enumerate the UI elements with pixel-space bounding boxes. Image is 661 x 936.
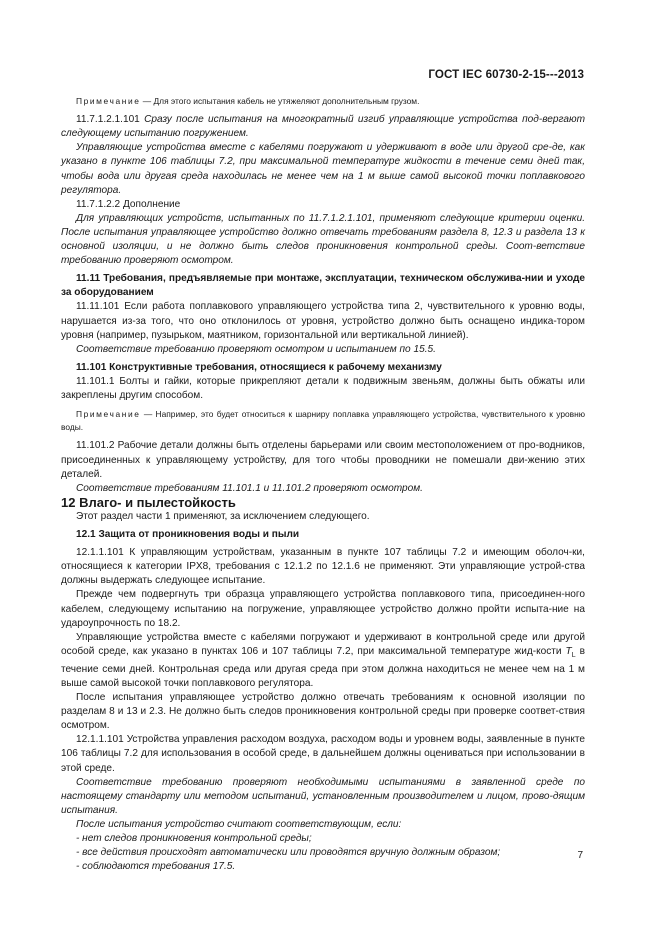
temperature-symbol: T — [565, 645, 572, 657]
paragraph-impact-test: Прежде чем подвергнуть три образца управляющего устройства поплавкового типа, присоединен-ного кабелем, следующему испытанию на погружение, управляющее устройство должно пройти испыта-ние на удароупрочность по 18.2. — [61, 589, 585, 629]
temperature-subscript: L — [571, 651, 576, 659]
paragraph-compliance-env: Соответствие требованию проверяют необходимыми испытаниями в заявленной среде по настоящему стандарту или методом испытаний, установленным производителем и лицом, прово-дящим испытания. — [61, 776, 585, 816]
paragraph-section-12-intro: Этот раздел части 1 применяют, за исключением следующего. — [76, 510, 370, 522]
paragraph-part: Управляющие устройства вместе с кабелями погружают и удерживают в контрольной среде или другой особой среде, как указано в пунктах 106 и 107 таблицы 7.2, при максимальной температуре жид-кости — [61, 631, 585, 657]
clause-12-1-1-101-b: 12.1.1.101 Устройства управления расходом воздуха, расходом воды и уровнем воды, заявленные в пункте 106 таблицы 7.2 для использования в особой среде, в дальнейшем должны оцениваться при использовании в этой среде. — [61, 734, 585, 774]
paragraph-compliance-11-101: Соответствие требованиям 11.101.1 и 11.101.2 проверяют осмотром. — [76, 482, 423, 494]
note-hinge — [61, 408, 585, 434]
heading-12-1: 12.1 Защита от проникновения воды и пыли — [76, 529, 300, 541]
document-header: ГОСТ IEC 60730-2-15---2013 — [428, 68, 584, 81]
clause-12-1-1-101: 12.1.1.101 К управляющим устройствам, указанным в пункте 107 таблицы 7.2 и имеющим оболоч-ки, относящиеся к категории IPX8, требования с 12.1.2 по 12.1.6 не применяют. Эти управляющие устрой-ства должны выдержать следующее испытание. — [61, 547, 585, 587]
heading-11-11: 11.11 Требования, предъявляемые при монтаже, эксплуатации, техническом обслужива-нии и уходе за оборудованием — [61, 273, 585, 299]
paragraph-criteria: Для управляющих устройств, испытанных по 11.7.1.2.1.101, применяют следующие критерии оценки. После испытания управляющее устройство должно отвечать требованиям раздела 8, 12.3 и раздела 13 к основной изоляции, и не должно быть следов проникновения контрольной среды. Соот-ветствие требованию проверяют осмотром. — [61, 212, 585, 267]
paragraph-compliance-15-5: Соответствие требованию проверяют осмотром и испытанием по 15.5. — [76, 343, 436, 355]
clause-text: Сразу после испытания на многократный изгиб управляющие устройства под-вергают следующему испытанию погружением. — [61, 114, 585, 140]
page-number: 7 — [577, 850, 583, 861]
clause-11-101-2: 11.101.2 Рабочие детали должны быть отделены барьерами или своим местоположением от про-водников, присоединенных к управляющему устройству, для того чтобы проводники не помешали дви-жению этих деталей. — [61, 440, 585, 480]
list-item: - все действия происходят автоматически или проводятся вручную должным образом; — [76, 847, 501, 859]
note-text: — Например, это будет относиться к шарниру поплавка управляющего устройства, чувствительного к уровню воды. — [61, 409, 585, 433]
heading-section-12: 12 Влаго- и пылестойкость — [61, 494, 236, 510]
note-label: Примечание — [76, 409, 141, 420]
clause-11-11-101: 11.11.101 Если работа поплавкового управляющего устройства типа 2, чувствительного к уровню воды, нарушается из-за того, что оно отклонилось от уровня, устройство должно быть оснащено индика-тором уровня (например, пузырьком, маятником, горизонтальной или вертикальной линией). — [61, 301, 585, 341]
note-text: — Для этого испытания кабель не утяжеляют дополнительным грузом. — [140, 96, 420, 106]
list-item: - нет следов проникновения контрольной среды; — [76, 833, 312, 845]
paragraph-after-test: После испытания управляющее устройство должно отвечать требованиям к основной изоляции по разделам 8 и 13 и 2.3. Не должно быть следов проникновения контрольной среды при проверке соответ-ствия осмотром. — [61, 692, 585, 732]
paragraph-part: в течение семи дней. Контрольная среда или другая среда при этом должна находиться не менее чем на 1 м выше самой высокой точки поплавкового регулятора. — [61, 645, 585, 689]
clause-11-7-1-2-1-101 — [61, 113, 585, 141]
list-item: - соблюдаются требования 17.5. — [76, 861, 236, 873]
paragraph-immersion-tl — [61, 631, 585, 691]
clause-11-101-1: 11.101.1 Болты и гайки, которые прикрепляют детали к подвижным звеньям, должны быть обжаты или закреплены другим способом. — [61, 375, 585, 401]
clause-11-7-1-2-2: 11.7.1.2.2 Дополнение — [76, 198, 181, 210]
document-body — [61, 95, 585, 874]
clause-number: 11.7.1.2.1.101 — [76, 114, 140, 126]
note-no-extra-weight — [61, 95, 585, 108]
note-label: Примечание — [76, 96, 141, 106]
heading-11-101: 11.101 Конструктивные требования, относящиеся к рабочему механизму — [76, 361, 442, 373]
paragraph-immersion: Управляющие устройства вместе с кабелями погружают и удерживают в воде или другой сре-де, как указано в пункте 106 таблицы 7.2, при максимальной температуре жидкости в течение семи дней так, чтобы вода или другая среда находилась не менее чем на 1 м выше самой высокой точки поплавкового регулятора. — [61, 142, 585, 196]
paragraph-conditions: После испытания устройство считают соответствующим, если: — [76, 818, 402, 830]
